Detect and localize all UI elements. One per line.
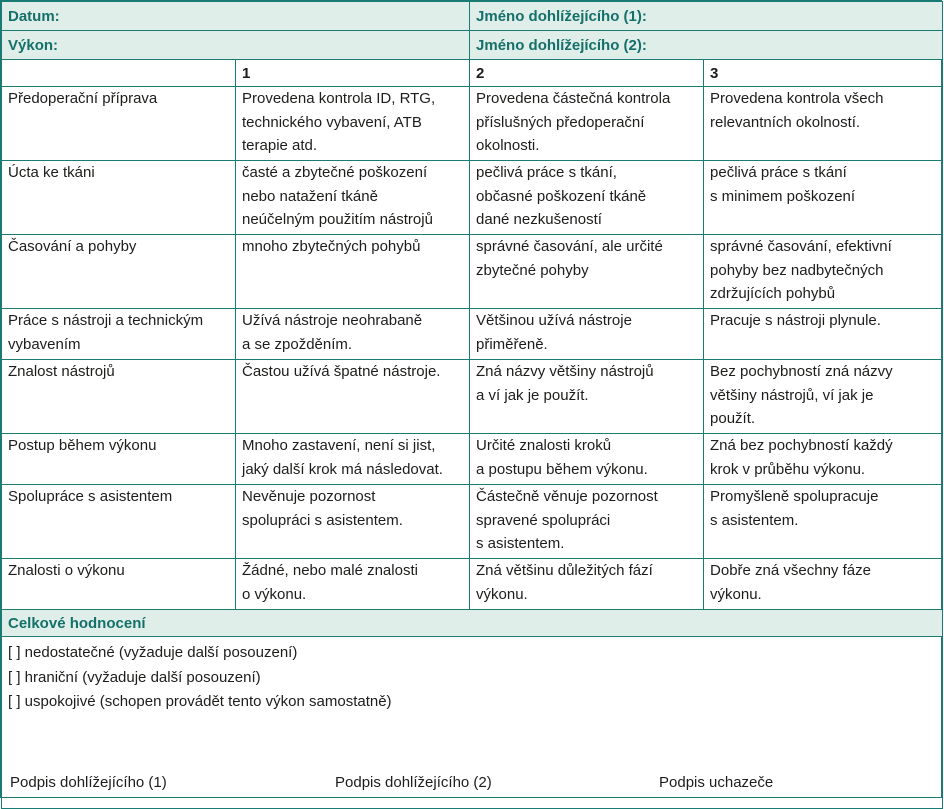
cell-text-line: zbytečné pohyby: [476, 261, 589, 279]
cell-text-line: časté a zbytečné poškození: [242, 164, 428, 181]
cell-text-line: výkonu.: [476, 585, 528, 603]
cell-text-line: správné časování, efektivní: [710, 238, 892, 255]
level-3-cell: [704, 235, 943, 309]
header-row-procedure: [2, 31, 943, 60]
level-1-cell: [236, 485, 470, 559]
cell-text-line: technického vybavení, ATB: [242, 113, 422, 131]
cell-text-line: Zná bez pochybností každý: [710, 437, 893, 454]
cell-text-line: s asistentem.: [710, 511, 799, 529]
cell-text-line: příslušných předoperační: [476, 113, 645, 131]
cell-text-line: Určité znalosti kroků: [476, 437, 612, 454]
cell-text-line: Provedena kontrola ID, RTG,: [242, 90, 436, 107]
cell-text-line: Pracuje s nástroji plynule.: [710, 312, 881, 329]
cell-text-line: Částečně věnuje pozornost: [476, 488, 658, 505]
cell-text-line: pečlivá práce s tkání: [710, 164, 847, 181]
cell-text-line: Častou užívá špatné nástroje.: [242, 363, 441, 380]
signature-supervisor-2: Podpis dohlížejícího (2): [335, 774, 492, 791]
cell-text-line: Spolupráce s asistentem: [8, 488, 173, 505]
level-1-cell: [236, 87, 470, 161]
criterion-cell: [2, 434, 236, 485]
assessment-table: [1, 1, 943, 809]
cell-text-line: Časování a pohyby: [8, 238, 137, 255]
cell-text-line: krok v průběhu výkonu.: [710, 460, 866, 478]
level-2-cell: [470, 485, 704, 559]
criterion-row: [2, 434, 943, 485]
cell-text-line: s minimem poškození: [710, 187, 856, 205]
cell-text-line: neúčelným použitím nástrojů: [242, 211, 433, 228]
cell-text-line: Užívá nástroje neohrabaně: [242, 312, 423, 329]
cell-text-line: výkonu.: [710, 585, 762, 603]
cell-text-line: Postup během výkonu: [8, 437, 157, 454]
overall-option[interactable]: [ ] uspokojivé (schopen provádět tento výkon samostatně): [8, 693, 392, 710]
level-2-cell: [470, 87, 704, 161]
cell-text-line: zdržujících pohybů: [710, 285, 836, 302]
criterion-row: [2, 161, 943, 235]
cell-text-line: Většinou užívá nástroje: [476, 312, 632, 329]
cell-text-line: Provedena kontrola všech: [710, 90, 884, 107]
cell-text-line: Znalosti o výkonu: [8, 562, 125, 579]
level-3-cell: [704, 161, 943, 235]
level-1-cell: [236, 360, 470, 434]
cell-text-line: Mnoho zastavení, není si jist,: [242, 437, 436, 454]
criterion-cell: [2, 235, 236, 309]
cell-text-line: vybavením: [8, 335, 81, 353]
cell-text-line: terapie atd.: [242, 137, 318, 154]
cell-text-line: Bez pochybností zná názvy: [710, 363, 893, 380]
cell-text-line: občasné poškození tkáně: [476, 187, 647, 205]
level-1-header: 1: [236, 60, 470, 87]
level-3-cell: [704, 360, 943, 434]
criterion-cell: [2, 360, 236, 434]
level-2-cell: [470, 360, 704, 434]
signature-line: [10, 771, 941, 795]
cell-text-line: s asistentem.: [476, 535, 565, 552]
supervisor1-label: Jméno dohlížejícího (1):: [470, 2, 943, 31]
cell-text-line: přiměřeně.: [476, 335, 548, 353]
cell-text-line: Nevěnuje pozornost: [242, 488, 376, 505]
cell-text-line: a se zpožděním.: [242, 335, 353, 353]
date-label: Datum:: [2, 2, 470, 31]
overall-title: Celkové hodnocení: [2, 610, 943, 637]
header-row-date: [2, 2, 943, 31]
level-2-cell: [470, 235, 704, 309]
overall-option[interactable]: [ ] hraniční (vyžaduje další posouzení): [8, 668, 261, 686]
criterion-cell: [2, 161, 236, 235]
cell-text-line: Práce s nástroji a technickým: [8, 312, 204, 329]
procedure-label: Výkon:: [2, 31, 470, 60]
level-2-cell: [470, 161, 704, 235]
criterion-cell: [2, 559, 236, 610]
cell-text-line: Promyšleně spolupracuje: [710, 488, 879, 505]
cell-text-line: okolnosti.: [476, 137, 540, 154]
level-2-cell: [470, 434, 704, 485]
cell-text-line: pohyby bez nadbytečných: [710, 261, 884, 279]
criterion-row: [2, 235, 943, 309]
cell-text-line: spravené spolupráci: [476, 511, 611, 529]
criterion-row: [2, 485, 943, 559]
level-3-cell: [704, 87, 943, 161]
signature-candidate: Podpis uchazeče: [659, 774, 774, 791]
cell-text-line: Zná názvy většiny nástrojů: [476, 363, 654, 380]
cell-text-line: spolupráci s asistentem.: [242, 511, 403, 529]
criterion-header-cell: [2, 60, 236, 87]
cell-text-line: správné časování, ale určité: [476, 238, 663, 255]
criterion-cell: [2, 485, 236, 559]
cell-text-line: mnoho zbytečných pohybů: [242, 238, 421, 255]
criterion-row: [2, 309, 943, 360]
criterion-cell: [2, 87, 236, 161]
criterion-cell: [2, 309, 236, 360]
level-1-cell: [236, 434, 470, 485]
overall-option[interactable]: [ ] nedostatečné (vyžaduje další posouzení): [8, 644, 298, 661]
criterion-row: [2, 360, 943, 434]
supervisor2-label: Jméno dohlížejícího (2):: [470, 31, 943, 60]
cell-text-line: většiny nástrojů, ví jak je: [710, 386, 874, 404]
level-header-row: [2, 60, 943, 87]
criterion-row: [2, 87, 943, 161]
level-1-cell: [236, 309, 470, 360]
cell-text-line: a postupu během výkonu.: [476, 460, 648, 478]
cell-text-line: relevantních okolností.: [710, 113, 861, 131]
level-3-cell: [704, 434, 943, 485]
cell-text-line: pečlivá práce s tkání,: [476, 164, 617, 181]
level-2-cell: [470, 309, 704, 360]
level-1-cell: [236, 559, 470, 610]
cell-text-line: použít.: [710, 410, 756, 427]
cell-text-line: dané nezkušeností: [476, 211, 602, 228]
signature-supervisor-1: Podpis dohlížejícího (1): [10, 774, 167, 791]
cell-text-line: Zná většinu důležitých fází: [476, 562, 653, 579]
cell-text-line: Provedena částečná kontrola: [476, 90, 671, 107]
criterion-row: [2, 559, 943, 610]
cell-text-line: o výkonu.: [242, 585, 307, 603]
level-3-header: 3: [704, 60, 943, 87]
level-2-cell: [470, 559, 704, 610]
cell-text-line: Žádné, nebo malé znalosti: [242, 562, 418, 579]
level-3-cell: [704, 559, 943, 610]
cell-text-line: Úcta ke tkáni: [8, 164, 95, 181]
overall-title-row: [2, 610, 943, 637]
cell-text-line: a ví jak je použít.: [476, 386, 589, 404]
cell-text-line: Dobře zná všechny fáze: [710, 562, 871, 579]
cell-text-line: nebo natažení tkáně: [242, 187, 378, 205]
level-3-cell: [704, 309, 943, 360]
cell-text-line: Znalost nástrojů: [8, 363, 115, 380]
level-1-cell: [236, 161, 470, 235]
level-3-cell: [704, 485, 943, 559]
cell-text-line: Předoperační příprava: [8, 90, 158, 107]
level-2-header: 2: [470, 60, 704, 87]
cell-text-line: jaký další krok má následovat.: [242, 460, 443, 478]
level-1-cell: [236, 235, 470, 309]
